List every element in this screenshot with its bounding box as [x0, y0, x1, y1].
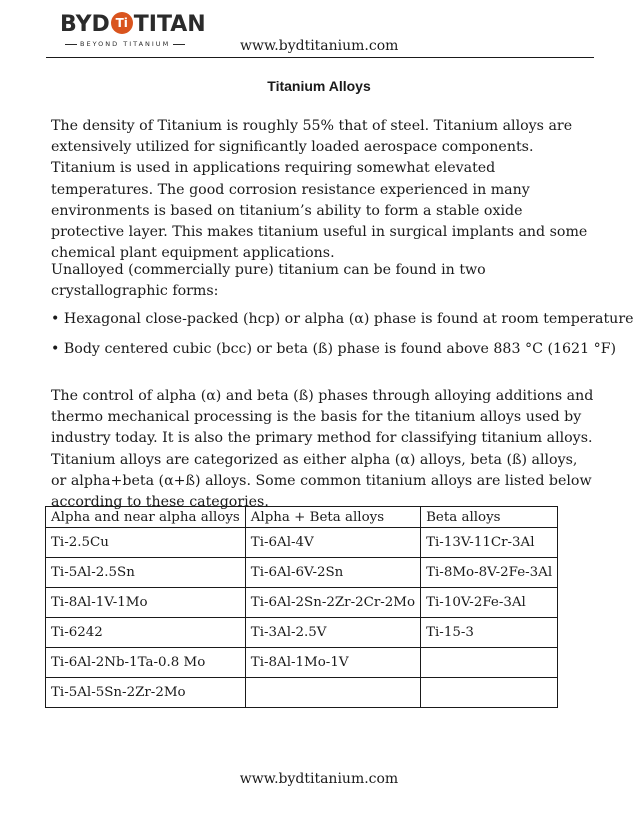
bullet-item-beta: • Body centered cubic (bcc) or beta (ß) phase is found above 883 °C (1621 °F)	[51, 341, 617, 357]
crystal-forms-block	[51, 260, 596, 302]
footer-url: www.bydtitanium.com	[239, 771, 399, 787]
table-cell: Ti-6Al-2Nb-1Ta-0.8 Mo	[46, 648, 246, 678]
logo-left-text: BYD	[60, 12, 110, 37]
table-header-cell: Beta alloys	[421, 507, 558, 528]
table-cell: Ti-6Al-6V-2Sn	[245, 558, 420, 588]
header-url: www.bydtitanium.com	[240, 38, 399, 54]
table-cell: Ti-6Al-2Sn-2Zr-2Cr-2Mo	[245, 588, 420, 618]
classification-paragraph: The control of alpha (α) and beta (ß) phases through alloying additions and thermo mechanical processing is the basis for the titanium alloys used by industry today. It is also the primary method for classifying titanium alloys. Titanium alloys are categorized as either alpha (α) alloys, beta (ß) alloys, or alpha+beta (α+ß) alloys. Some common titanium alloys are listed below according to these categories.	[51, 388, 594, 511]
bullet-list	[51, 309, 634, 329]
table-row	[46, 528, 558, 558]
page-header	[0, 0, 638, 60]
intro-paragraph-block	[51, 116, 596, 264]
table-row	[46, 588, 558, 618]
table-cell: Ti-5Al-2.5Sn	[46, 558, 246, 588]
table-cell	[421, 678, 558, 708]
table-cell: Ti-13V-11Cr-3Al	[421, 528, 558, 558]
table-cell	[421, 648, 558, 678]
table-row	[46, 648, 558, 678]
table-row	[46, 678, 558, 708]
logo-mark-text: Ti	[115, 16, 128, 30]
table-cell: Ti-6242	[46, 618, 246, 648]
document-title: Titanium Alloys	[267, 78, 371, 94]
intro-paragraph: The density of Titanium is roughly 55% that of steel. Titanium alloys are extensively utilized for significantly loaded aerospace components. Titanium is used in applications requiring somewhat elevated temperatures. The good corrosion resistance experienced in many environments is based on titanium’s ability to form a stable oxide protective layer. This makes titanium useful in surgical implants and some chemical plant equipment applications.	[51, 118, 588, 262]
table-header-cell: Alpha and near alpha alloys	[46, 507, 246, 528]
table-cell: Ti-10V-2Fe-3Al	[421, 588, 558, 618]
classification-block	[51, 386, 596, 513]
table-cell: Ti-6Al-4V	[245, 528, 420, 558]
logo-wordmark	[60, 12, 206, 38]
logo-tagline: BEYOND TITANIUM	[62, 40, 186, 48]
table-cell: Ti-3Al-2.5V	[245, 618, 420, 648]
titanium-mark-icon	[111, 12, 133, 34]
table-row	[46, 558, 558, 588]
table-cell: Ti-8Mo-8V-2Fe-3Al	[421, 558, 558, 588]
table-cell	[245, 678, 420, 708]
table-row	[46, 618, 558, 648]
bullet-list-2	[51, 339, 617, 359]
crystal-forms-paragraph: Unalloyed (commercially pure) titanium can be found in two crystallographic forms:	[51, 262, 486, 300]
table-header-row	[46, 507, 558, 528]
alloys-table	[45, 506, 558, 708]
byd-titan-logo	[60, 12, 206, 52]
table-cell: Ti-2.5Cu	[46, 528, 246, 558]
table-cell: Ti-15-3	[421, 618, 558, 648]
table-cell: Ti-8Al-1Mo-1V	[245, 648, 420, 678]
table-cell: Ti-5Al-5Sn-2Zr-2Mo	[46, 678, 246, 708]
header-divider	[46, 57, 594, 58]
logo-right-text: TITAN	[133, 12, 206, 37]
table-cell: Ti-8Al-1V-1Mo	[46, 588, 246, 618]
bullet-item-alpha: • Hexagonal close-packed (hcp) or alpha (α) phase is found at room temperature	[51, 311, 634, 327]
table-header-cell: Alpha + Beta alloys	[245, 507, 420, 528]
